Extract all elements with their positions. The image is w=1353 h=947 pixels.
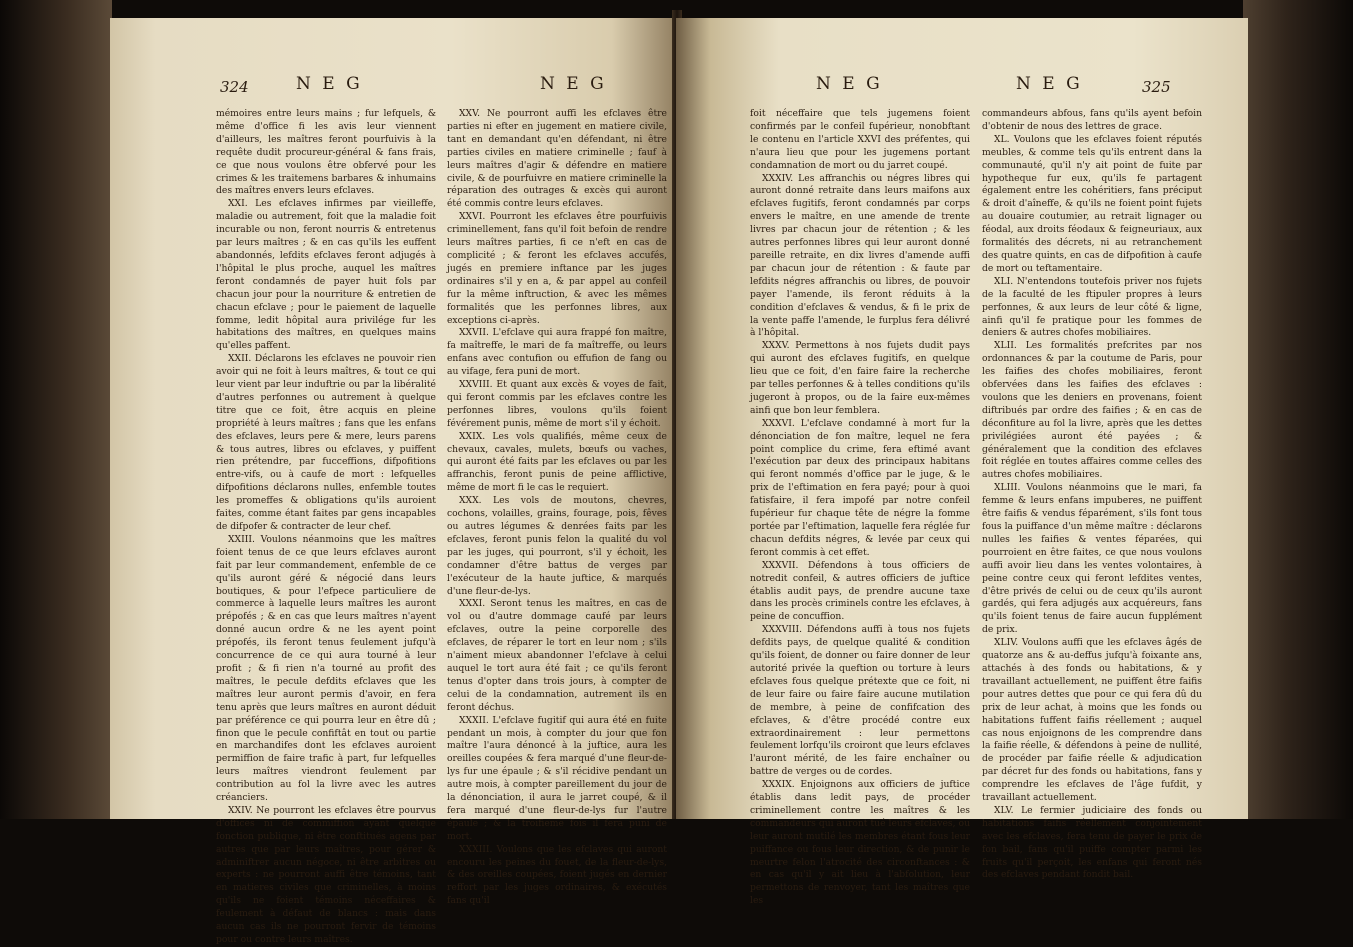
book-edge-right — [1243, 0, 1353, 819]
text-column — [750, 108, 970, 908]
paragraph: XXIII. Voulons néanmoins que les maîtres foient tenus de ce que leurs efclaves auront fait par leur commandement, enfemble de ce qu'ils auront géré & négocié dans leurs boutiques, & pour l'efpece particuliere de commerce à laquelle leurs maîtres les auront prépofés ; & en cas que leurs maîtres n'ayent donné aucun ordre & ne les ayent point prépofés, ils feront tenus feulement jufqu'à concurrence de ce qui aura tourné à leur profit ; & fi rien n'a tourné au profit des maîtres, le pecule defdits efclaves que les maîtres leur auront permis d'avoir, en fera tenu après que leurs maîtres en auront déduit par préférence ce qui pourra leur en être dû ; finon que le pecule confiftât en tout ou partie en marchandifes dont les efclaves auroient permiffion de faire trafic à part, fur lefquelles leurs maîtres viendront feulement par contribution au fol la livre avec les autres créanciers. — [216, 533, 436, 804]
paragraph: XXVI. Pourront les efclaves être pourfuivis criminellement, fans qu'il foit befoin de rendre leurs maîtres parties, fi ce n'eft en cas de complicité ; & feront les efclaves accufés, jugés en premiere inftance par les juges ordinaires s'il y en a, & par appel au confeil fur la même inftruction, & avec les mêmes formalités que les perfonnes libres, aux exceptions ci-après. — [447, 211, 667, 326]
paragraph: XXXVII. Défendons à tous officiers de notredit confeil, & autres officiers de juftice établis audit pays, de prendre aucune taxe dans les procès criminels contre les efclaves, à peine de concuffion. — [750, 559, 970, 623]
text-column — [982, 108, 1202, 882]
paragraph: XXIX. Les vols qualifiés, même ceux de chevaux, cavales, mulets, bœufs ou vaches, qui auront été faits par les efclaves ou par les affranchis, feront punis de peine afflictive, même de mort fi le cas le requiert. — [447, 430, 667, 494]
paragraph: XXXI. Seront tenus les maîtres, en cas de vol ou d'autre dommage caufé par leurs efclaves, outre la peine corporelle des efclaves, de réparer le tort en leur nom ; s'ils n'aiment mieux abandonner l'efclave à celui auquel le tort aura été fait ; ce qu'ils feront tenus d'opter dans trois jours, à compter de celui de la condamnation, autrement ils en feront déchus. — [447, 598, 667, 713]
right-page — [676, 18, 1248, 907]
paragraph: XXX. Les vols de moutons, chevres, cochons, volailles, grains, fourage, pois, fêves ou autres légumes & denrées faits par les efclaves, feront punis felon la qualité du vol par les juges, qui pourront, s'il y échoit, les condamner d'être battus de verges par l'exécuteur de la haute juftice, & marqués d'une fleur-de-lys. — [447, 495, 667, 597]
running-head: N E G — [540, 74, 607, 94]
paragraph: XXXVI. L'efclave condamné à mort fur la dénonciation de fon maître, lequel ne fera point complice du crime, fera eftimé avant l'exécution par deux des principaux habitans qui feront nommés d'office par le juge, & le prix de l'eftimation en fera payé; pour à quoi fatisfaire, il fera impofé par notre confeil fupérieur fur chaque tête de négre la fomme portée par l'eftimation, laquelle fera réglée fur chacun defdits négres, & levée par ceux qui feront commis à cet effet. — [750, 417, 970, 558]
paragraph: XXVIII. Et quant aux excès & voyes de fait, qui feront commis par les efclaves contre les perfonnes libres, voulons qu'ils foient févérement punis, même de mort s'il y échoit. — [447, 379, 667, 429]
paragraph: XXVII. L'efclave qui aura frappé fon maître, fa maîtreffe, le mari de fa maîtreffe, ou leurs enfans avec contufion ou effufion de fang ou au vifage, fera puni de mort. — [447, 327, 667, 378]
running-head: N E G — [1016, 74, 1083, 94]
text-column — [216, 108, 436, 947]
paragraph: XLI. N'entendons toutefois priver nos fujets de la faculté de les ftipuler propres à leurs perfonnes, & aux leurs de leur côté & ligne, ainfi qu'il fe pratique pour les fommes de deniers & autres chofes mobiliaires. — [982, 275, 1202, 339]
running-head: N E G — [296, 74, 363, 94]
paragraph: XLIV. Voulons auffi que les efclaves âgés de quatorze ans & au-deffus jufqu'à foixante ans, attachés à des fonds ou habitations, & y travaillant actuellement, ne puiffent être faifis pour autres dettes que pour ce qui fera dû du prix de leur achat, à moins que les fonds ou habitations fuffent faifis réellement ; auquel cas nous enjoignons de les comprendre dans la faifie réelle, & défendons à peine de nullité, de procéder par faifie réelle & adjudication par décret fur des fonds ou habitations, fans y comprendre les efclaves de l'âge fufdit, y travaillant actuellement. — [982, 637, 1202, 804]
book-edge-left — [0, 0, 112, 819]
paragraph: foit néceffaire que tels jugemens foient confirmés par le confeil fupérieur, nonobftant le contenu en l'article XXVI des préfentes, qui n'aura lieu que pour les jugemens portant condamnation de mort ou du jarret coupé. — [750, 108, 970, 171]
paragraph: XXII. Déclarons les efclaves ne pouvoir rien avoir qui ne foit à leurs maîtres, & tout ce qui leur vient par leur induftrie ou par la libéralité d'autres perfonnes ou autrement à quelque titre que ce foit, être acquis en pleine propriété à leurs maîtres ; fans que les enfans des efclaves, leurs pere & mere, leurs parens & tous autres, libres ou efclaves, y puiffent rien prétendre, par fucceffions, difpofitions entre-vifs, ou à caufe de mort : lefquelles difpofitions déclarons nulles, enfemble toutes les promeffes & obligations qu'ils auroient faites, comme étant faites par gens incapables de difpofer & contracter de leur chef. — [216, 353, 436, 532]
paragraph: mémoires entre leurs mains ; fur lefquels, & même d'office fi les avis leur viennent d'ailleurs, les maîtres feront pourfuivis à la requête dudit procureur-général & fans frais, ce que nous voulons être obfervé pour les crimes & les traitemens barbares & inhumains des maîtres envers leurs efclaves. — [216, 108, 436, 197]
paragraph: XXI. Les efclaves infirmes par vieilleffe, maladie ou autrement, foit que la maladie foit incurable ou non, feront nourris & entretenus par leurs maîtres ; & en cas qu'ils les euffent abandonnés, lefdits efclaves feront adjugés à l'hôpital le plus proche, auquel les maîtres feront condamnés de payer huit fols par chacun jour pour la nourriture & entretien de chacun efclave ; pour le paiement de laquelle fomme, ledit hôpital aura privilége fur les habitations des maîtres, en quelques mains qu'elles paffent. — [216, 198, 436, 352]
paragraph: XXXV. Permettons à nos fujets dudit pays qui auront des efclaves fugitifs, en quelque lieu que ce foit, d'en faire faire la recherche par telles perfonnes & à telles conditions qu'ils jugeront à propos, ou de la faire eux-mêmes ainfi que bon leur femblera. — [750, 340, 970, 416]
paragraph: XXXIII. Voulons que les efclaves qui auront encouru les peines du fouet, de la fleur-de-lys, & des oreilles coupées, foient jugés en dernier reffort par les juges ordinaires, & exécutés fans qu'il — [447, 843, 667, 907]
page-number: 325 — [1142, 78, 1171, 96]
left-page — [110, 18, 680, 945]
paragraph: XLV. Le fermier judiciaire des fonds ou habitations faifis réellement conjointement avec les efclaves, fera tenu de payer le prix de fon bail, fans qu'il puiffe compter parmi les fruits qu'il perçoit, les enfans qui feront nés des efclaves pendant fondit bail. — [982, 804, 1202, 881]
paragraph: XXXIX. Enjoignons aux officiers de juftice établis dans ledit pays, de procéder criminellement contre les maîtres & les commandeurs qui auront tué leurs efclaves, ou leur auront mutilé les membres étant fous leur puiffance ou fous leur direction, & de punir le meurtre felon l'atrocité des circonftances : & en cas qu'il y ait lieu à l'abfolution, leur permettons de renvoyer, tant les maîtres que les — [750, 779, 970, 907]
paragraph: XXV. Ne pourront auffi les efclaves être parties ni efter en jugement en matiere civile, tant en demandant qu'en défendant, ni être parties civiles en matiere criminelle ; fauf à leurs maîtres d'agir & défendre en matiere civile, & de pourfuivre en matiere criminelle la réparation des outrages & excès qui auront été commis contre leurs efclaves. — [447, 108, 667, 210]
paragraph: XXXVIII. Défendons auffi à tous nos fujets defdits pays, de quelque qualité & condition qu'ils foient, de donner ou faire donner de leur autorité privée la queftion ou torture à leurs efclaves fous quelque prétexte que ce foit, ni de leur faire ou faire faire aucune mutilation de membre, à peine de confifcation des efclaves, & d'être procédé contre eux extraordinairement : leur permettons feulement lorfqu'ils croiront que leurs efclaves l'auront mérité, de les faire enchaîner ou battre de verges ou de cordes. — [750, 624, 970, 778]
paragraph: XLIII. Voulons néanmoins que le mari, fa femme & leurs enfans impuberes, ne puiffent être faifis & vendus féparément, s'ils font tous fous la puiffance d'un même maître : déclarons nulles les faifies & ventes féparées, qui pourroient en être faites, ce que nous voulons auffi avoir lieu dans les ventes volontaires, à peine contre ceux qui feront lefdites ventes, d'être privés de celui ou de ceux qu'ils auront gardés, qui fera adjugés aux acquéreurs, fans qu'ils foient tenus de faire aucun fupplément de prix. — [982, 482, 1202, 636]
paragraph: XXXIV. Les affranchis ou négres libres qui auront donné retraite dans leurs maifons aux efclaves fugitifs, feront condamnés par corps envers le maître, en une amende de trente livres par chacun jour de rétention ; & les autres perfonnes libres qui leur auront donné pareille retraite, en dix livres d'amende auffi par chacun jour de rétention : & faute par lefdits négres affranchis ou libres, de pouvoir payer l'amende, ils feront réduits à la condition d'efclaves & vendus, & fi le prix de la vente paffe l'amende, le furplus fera délivré à l'hôpital. — [750, 172, 970, 339]
paragraph: XL. Voulons que les efclaves foient réputés meubles, & comme tels qu'ils entrent dans la communauté, qu'il n'y ait point de fuite par hypotheque fur eux, qu'ils fe partagent également entre les cohéritiers, fans préciput & droit d'aîneffe, & qu'ils ne foient point fujets au douaire coutumier, au retrait lignager ou féodal, aux droits féodaux & feigneuriaux, aux formalités des décrets, ni au retranchement des quatre quints, en cas de difpofition à caufe de mort ou teftamentaire. — [982, 133, 1202, 274]
paragraph: XXXII. L'efclave fugitif qui aura été en fuite pendant un mois, à compter du jour que fon maître l'aura dénoncé à la juftice, aura les oreilles coupées & fera marqué d'une fleur-de-lys fur une épaule ; & s'il récidive pendant un autre mois, à compter pareillement du jour de la dénonciation, il aura le jarret coupé, & il fera marqué d'une fleur-de-lys fur l'autre épaule ; & la troifieme fois il fera puni de mort. — [447, 714, 667, 842]
paragraph: XXIV. Ne pourront les efclaves être pourvus d'offices ni de commiffion ayant quelque fonction publique, ni être conftitués agens par autres que par leurs maîtres, pour gérer & adminiftrer aucun négoce, ni être arbitres ou experts : ne pourront auffi être témoins, tant en matieres civiles que criminelles, à moins qu'ils ne foient témoins néceffaires & feulement à défaut de blancs : mais dans aucun cas ils ne pourront fervir de témoins pour ou contre leurs maîtres. — [216, 804, 436, 945]
text-column — [447, 108, 667, 908]
page-number: 324 — [220, 78, 249, 96]
paragraph: XLII. Les formalités prefcrites par nos ordonnances & par la coutume de Paris, pour les faifies des chofes mobiliaires, feront obfervées dans les faifies des efclaves : voulons que les deniers en provenans, foient diftribués par ordre des faifies ; & en cas de déconfiture au fol la livre, après que les dettes privilégiées auront été payées ; & généralement que la condition des efclaves foit réglée en toutes affaires comme celles des autres chofes mobiliaires. — [982, 340, 1202, 481]
running-head: N E G — [816, 74, 883, 94]
paragraph: commandeurs abfous, fans qu'ils ayent befoin d'obtenir de nous des lettres de grace. — [982, 108, 1202, 132]
